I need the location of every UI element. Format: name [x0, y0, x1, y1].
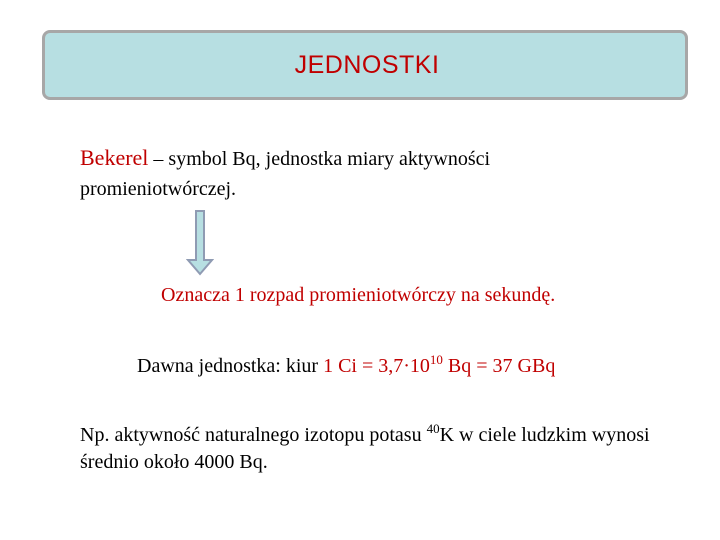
example-start: Np. aktywność naturalnego izotopu potasu: [80, 424, 427, 446]
definition-continuation: promieniotwórczej.: [80, 178, 237, 200]
down-arrow-shape: [188, 211, 212, 274]
title-box: [42, 30, 688, 100]
formula-rest: Bq = 37 GBq: [442, 355, 556, 377]
definition-line: [80, 145, 490, 171]
old-unit-line: [137, 352, 556, 378]
isotope-symbol: K: [439, 424, 455, 446]
example-text: [80, 422, 710, 476]
slide-title: JEDNOSTKI: [294, 50, 440, 79]
meaning-text: Oznacza 1 rozpad promieniotwórczy na sekundę.: [161, 284, 556, 306]
formula-base: 1 Ci = 3,7·10: [323, 355, 430, 377]
formula-exponent: 10: [429, 352, 443, 367]
term-bekerel: Bekerel: [80, 145, 149, 170]
old-unit-label: Dawna jednostka: kiur: [137, 355, 324, 377]
down-arrow-icon: [186, 210, 214, 276]
isotope-mass-number: 40: [426, 421, 440, 436]
definition-rest: – symbol Bq, jednostka miary aktywności: [148, 148, 491, 170]
curie-formula: [323, 352, 556, 377]
example-end: w ciele ludzkim wynosi średnio około 4000 Bq.: [80, 424, 650, 473]
